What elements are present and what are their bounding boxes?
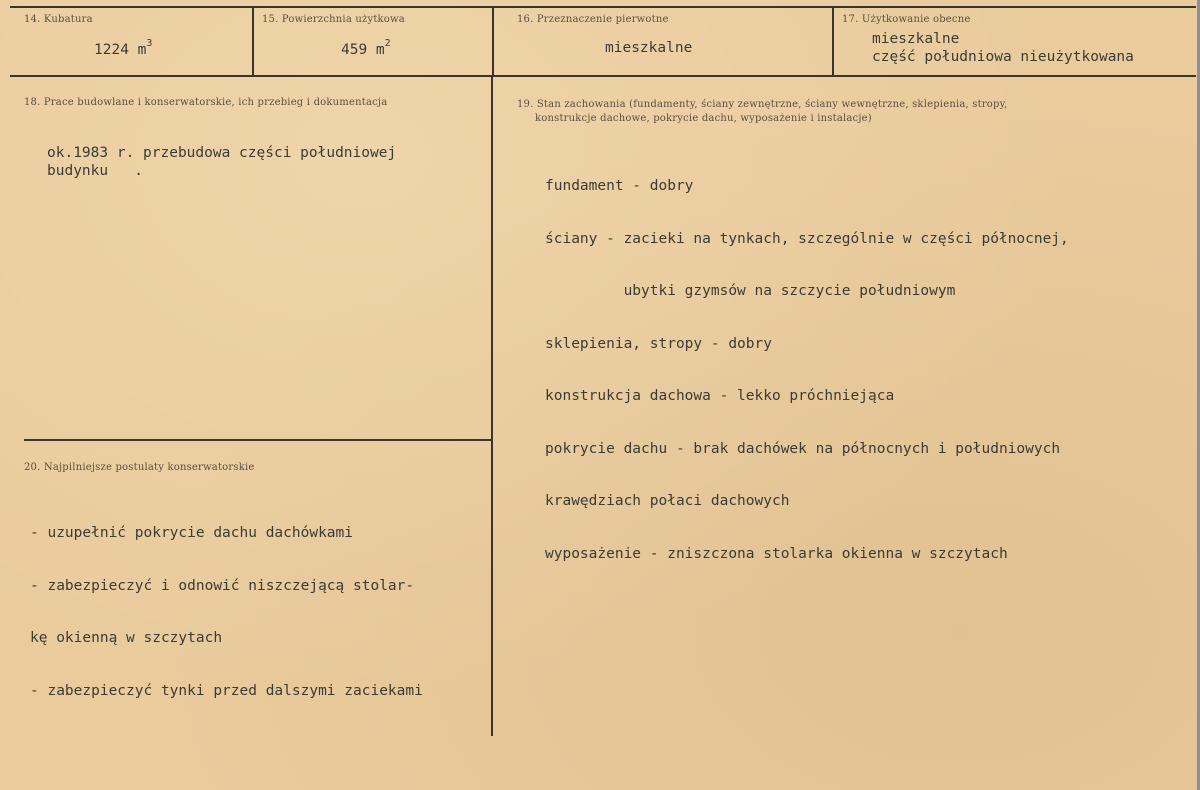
area-value: 459 m [341,42,385,58]
works-line: budynku . [47,162,144,179]
divider-15-16 [492,6,494,76]
works-line: ok.1983 r. przebudowa części południowej [47,145,397,161]
condition-line: fundament - dobry [545,178,694,194]
condition-line: sklepienia, stropy - dobry [545,335,772,352]
divider-18-20 [24,439,492,441]
cubature-unit-exponent: 3 [146,38,153,49]
field-20-value [30,490,423,735]
condition-line: krawędziach połaci dachowych [545,493,790,509]
divider-16-17 [832,6,834,76]
condition-line: pokrycie dachu - brak dachówek na północnych i południowych [545,440,1061,457]
field-16-label: 16. Przeznaczenie pierwotne [517,14,669,25]
condition-line: ubytki gzymsów na szczycie południowym [545,283,956,299]
postulate-line: - zabezpieczyć i odnowić niszczejącą stolar- [30,577,415,594]
field-15-label: 15. Powierzchnia użytkowa [262,14,405,25]
field-20-label: 20. Najpilniejsze postulaty konserwatorskie [24,462,255,473]
field-16-value: mieszkalne [605,40,693,56]
field-14-label: 14. Kubatura [24,14,93,25]
area-unit-exponent: 2 [384,38,391,49]
field-19-label-line1: 19. Stan zachowania (fundamenty, ściany zewnętrzne, ściany wewnętrzne, sklepienia, stropy, [517,99,1008,110]
current-use-line: mieszkalne [872,31,960,47]
main-vertical-divider [491,76,493,736]
field-15-value [341,38,391,61]
condition-line: konstrukcja dachowa - lekko próchniejąca [545,388,895,404]
field-18-label: 18. Prace budowlane i konserwatorskie, ich przebieg i dokumentacja [24,97,388,108]
current-use-line: część południowa nieużytkowana [872,48,1134,65]
row1-bottom-border [10,75,1196,77]
divider-14-15 [252,6,254,76]
postulate-line: kę okienną w szczytach [30,630,223,646]
condition-line: ściany - zacieki na tynkach, szczególnie w części północnej, [545,230,1069,247]
postulate-line: - zabezpieczyć tynki przed dalszymi zaciekami [30,682,423,699]
field-17-label: 17. Użytkowanie obecne [842,14,971,25]
field-19-value [545,143,1069,598]
condition-line: wyposażenie - zniszczona stolarka okienna w szczytach [545,545,1008,562]
field-18-value [47,145,396,180]
cubature-value: 1224 m [94,42,147,58]
field-17-value [872,31,1134,66]
top-border [10,6,1196,8]
postulate-line: - uzupełnić pokrycie dachu dachówkami [30,525,354,541]
field-14-value [94,38,153,61]
field-19-label-line2: konstrukcje dachowe, pokrycie dachu, wyposażenie i instalacje) [535,113,872,124]
